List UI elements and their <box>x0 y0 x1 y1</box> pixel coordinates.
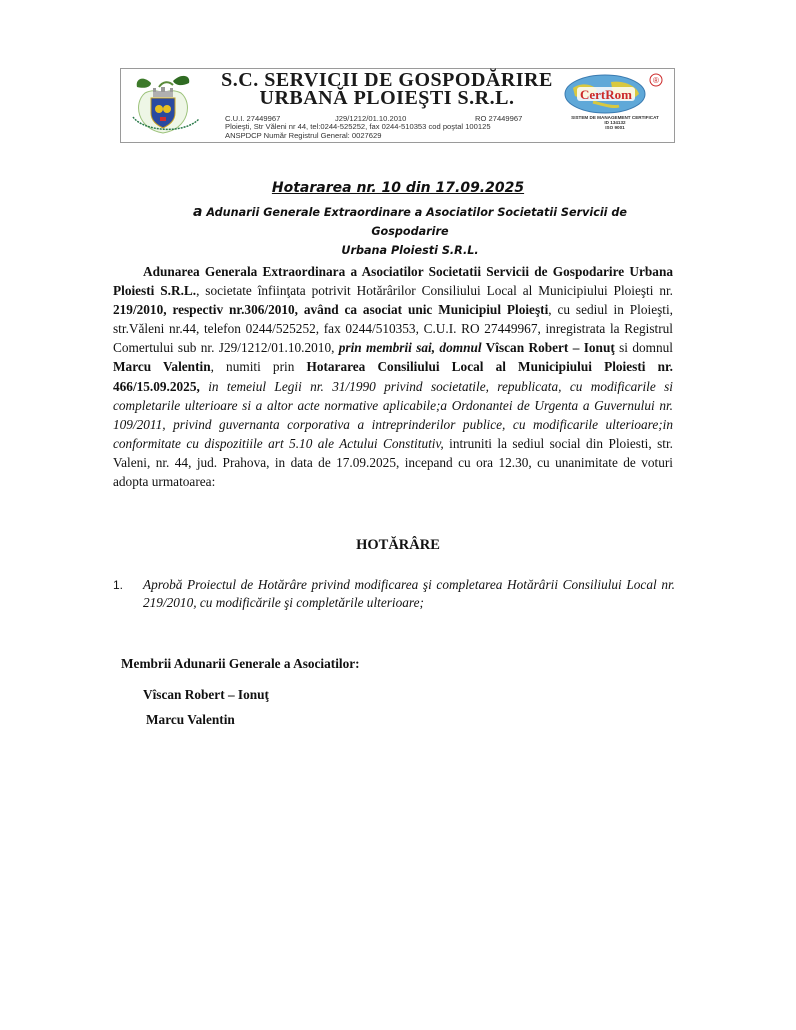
founding-text: , societate înfiinţata potrivit Hotărârilor Consiliului Local al Municipiului Ploieşti nr. <box>196 283 673 299</box>
legal-basis: in temeiul Legii nr. 31/1990 privind societatile, republicata, cu modificarile si completarile ulterioare si a altor acte normative aplicabile;a Ordonantei de Urgenta a Guvernului nr. 109/2011, privind guvernanta corporativa a intreprinderilor publice, cu modificarile ulterioare;in conformitate cu dispozitiile art 5.10 ale Actului Constitutiv, <box>113 378 673 451</box>
document-title: Hotararea nr. 10 din 17.09.2025 <box>271 180 525 196</box>
certrom-label: CertRom <box>580 87 632 102</box>
cert-id: ID 134132 <box>604 120 626 126</box>
company-details: , cu sediul in Ploieşti, str.Văleni nr.44, telefon 0244/525252, fax 0244/510353, C.U.I. RO 27449967, inregistrata la Registrul Comertului sub nr. J29/1212/01.10.2010, <box>113 302 673 356</box>
appointment-decision: Hotararea Consiliului Local al Municipiului Ploiesti nr. 466/15.09.2025, <box>113 359 673 394</box>
company-name-line2: URBANĂ PLOIEŞTI S.R.L. <box>259 87 515 109</box>
city-coat-of-arms-icon <box>129 73 209 139</box>
and-connector: si domnul <box>614 340 673 356</box>
member-name-1: Vîscan Robert – Ionuţ <box>481 340 615 356</box>
anspdcp-number: ANSPDCP Număr Registrul General: 0027629 <box>225 130 382 140</box>
subtitle-lead: a <box>192 204 203 220</box>
company-name-line1: S.C. SERVICII DE GOSPODĂRIRE <box>221 69 553 91</box>
subtitle-line1: Adunarii Generale Extraordinare a Asociatilor Societatii Servicii de Gospodarire <box>202 206 628 238</box>
decision-item-number: 1. <box>113 578 124 592</box>
decision-item <box>113 576 675 612</box>
ro-code: RO 27449967 <box>475 114 523 123</box>
member-signature-2: Marcu Valentin <box>146 712 235 727</box>
meeting-details: intruniti la sediul social din Ploiesti, str. Valeni, nr. 44, jud. Prahova, in data de 17.09.2025, incepand cu ora 12.30, cu unanimitate de voturi adopta urmatoarea: <box>113 435 673 490</box>
decision-heading: HOTĂRÂRE <box>356 537 440 553</box>
appointed-text: , numiti prin <box>210 359 307 375</box>
registered-mark: ® <box>653 76 659 85</box>
preamble-paragraph <box>113 262 673 491</box>
company-address: Ploieşti, Str Văleni nr 44, tel:0244-525252, fax 0244-510353 cod poştal 100125 <box>225 122 491 132</box>
subtitle-line2: Urbana Ploiesti S.R.L. <box>341 244 479 257</box>
member-name-2: Marcu Valentin <box>113 359 211 375</box>
cui: C.U.I. 27449967 <box>225 114 281 123</box>
council-decisions: 219/2010, respectiv nr.306/2010, având ca asociat unic Municipiul Ploieşti <box>113 302 549 318</box>
members-intro: prin membrii sai, domnul <box>338 340 482 356</box>
certrom-globe-icon <box>553 72 673 142</box>
cert-iso: ISO 9001 <box>605 125 625 131</box>
company-name <box>217 71 557 107</box>
assembly-name: Adunarea Generala Extraordinara a Asociatilor Societatii Servicii de Gospodarire Urbana Ploiesti S.R.L. <box>113 264 673 299</box>
decision-item-text: Aprobă Proiectul de Hotărâre privind modificarea şi completarea Hotărârii Consiliului Local nr. 219/2010, cu modificările şi completările ulterioare; <box>143 577 675 610</box>
certification-text <box>553 115 677 131</box>
document-subtitle <box>160 203 660 260</box>
members-title: Membrii Adunarii Generale a Asociatilor: <box>121 656 360 671</box>
letterhead <box>120 68 675 143</box>
cert-system-label: SISTEM DE MANAGEMENT CERTIFICAT <box>571 115 659 120</box>
member-signature-1: Vîscan Robert – Ionuţ <box>143 687 269 702</box>
registry-number: J29/1212/01.10.2010 <box>335 114 407 123</box>
